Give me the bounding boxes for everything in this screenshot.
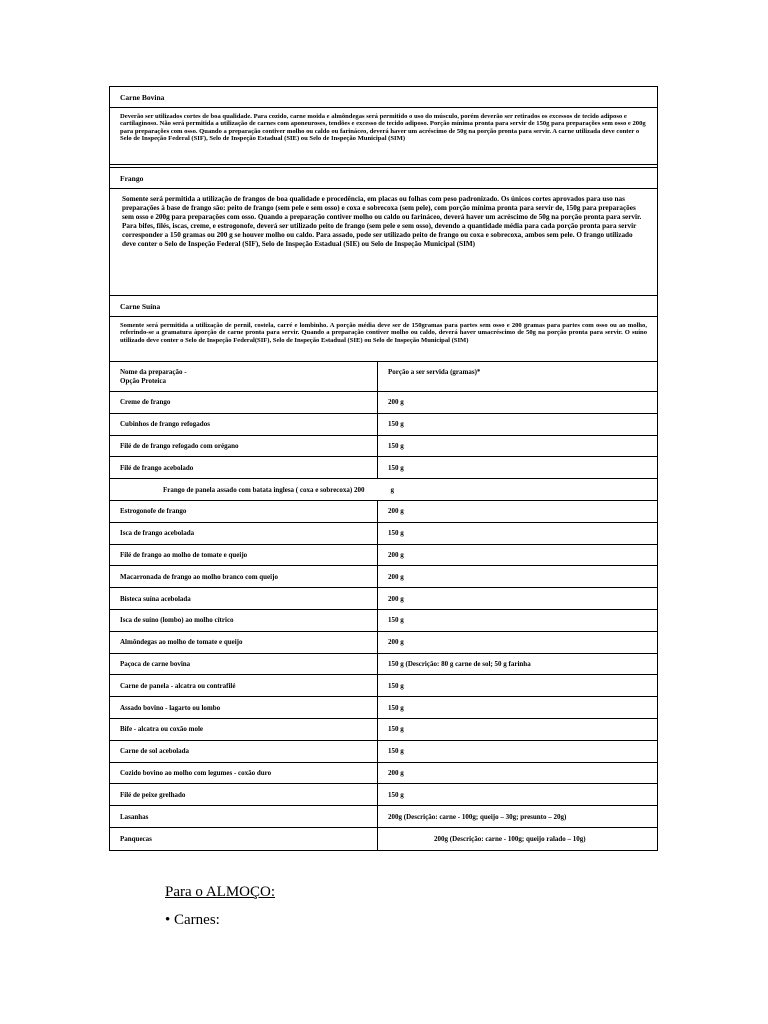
portion-value: 200 g [388,398,404,407]
preparation-name: Bife - alcatra ou coxão mole [110,719,378,740]
section-body-frango [110,189,657,296]
carne-bovina-text: Deverão ser utilizados cortes de boa qualidade. Para cozido, carne moida e almôndegas será permitido o uso do músculo, porém deverão ser retirados os excessos de tecido adiposo e cartilaginoso. Não será permitida a utilização de carnes com aponeuroses, tendões e excesso de tecido adiposo. Porção mínima pronta para servir de 150g para preparações sem osso e 200g para preparações com osso. Quando a preparação contiver molho ou caldo ou farináceo, deverá haver um acréscimo de 50g na porção pronta para servir. A carne utilizada deve conter o Selo de Inspeção Federal (SIF), Selo de Inspeção Estadual (SIE) ou Selo de Inspeção Municipal (SIM) [120,113,646,143]
portion-value: 150 g [388,747,404,756]
preparation-name: Almôndegas ao molho de tomate e queijo [110,632,378,653]
preparation-name: Filé de frango acebolado [110,457,378,478]
portion-value: 200g (Descrição: carne - 100g; queijo ralado – 10g) [434,834,586,843]
section-body-carne-suina [110,317,657,362]
section-title-frango: Frango [110,168,657,189]
table-row [110,457,657,479]
preparation-name: Filé de peixe grelhado [110,784,378,805]
preparation-name: Lasanhas [110,806,378,827]
portions-table [109,86,658,851]
preparation-name: Estrogonofe de frango [110,501,378,522]
portion-value: 200g (Descrição: carne - 100g; queijo – 30g; presunto – 20g) [388,812,567,821]
table-row [110,632,657,654]
portion-value: 150 g [388,725,404,734]
table-row [110,479,657,501]
preparation-name: Isca de frango acebolada [110,523,378,544]
table-row [110,501,657,523]
portion-value: 200 g [388,768,404,777]
table-row [110,436,657,458]
portion-value: 200 g [388,594,404,603]
lunch-title: Para o ALMOÇO: [165,884,275,900]
meats-bullet: • Carnes: [165,912,220,928]
table-row [110,719,657,741]
header-name-line2: Opção Proteica [120,377,166,385]
portion-value: 150 g [388,790,404,799]
portion-value: g [390,485,394,494]
portion-value: 200 g [388,572,404,581]
table-row [110,697,657,719]
table-row [110,566,657,588]
table-row [110,654,657,676]
after-table-section [165,883,275,929]
portion-value: 150 g [388,616,404,625]
table-row [110,828,657,850]
preparation-name: Panquecas [110,828,378,850]
table-row [110,741,657,763]
table-row [110,414,657,436]
preparation-name: Carne de sol acebolada [110,741,378,762]
preparation-name: Cubinhos de frango refogados [110,414,378,435]
carne-suina-text: Somente será permitida a utilização de pernil, costela, carré e lombinho. A porção média deve ser de 150gramas para partes sem osso e 200 gramas para partes com osso ou ao molho, referindo-se a gramatura àporção de carne pronta para servir. Quando a preparação contiver molho ou caldo, deverá haver umacréscimo de 50g na porção pronta para servir. O suíno utilizado deve conter o Selo de Inspeção Federal(SIF), Selo de Inspeção Estadual (SIE) ou Selo de Inspeção Municipal (SIM) [120,322,647,344]
table-row [110,588,657,610]
preparation-name: Creme de frango [110,392,378,413]
preparation-name: Bisteca suína acebolada [110,588,378,609]
table-body [110,392,657,850]
preparation-name: Macarronada de frango ao molho branco com queijo [110,566,378,587]
preparation-name: Carne de panela - alcatra ou contrafilé [110,675,378,696]
portion-value: 150 g [388,703,404,712]
preparation-name: Filé de frango ao molho de tomate e queijo [110,545,378,566]
table-row [110,784,657,806]
section-title-carne-suina: Carne Suína [110,296,657,317]
section-body-carne-bovina [110,108,657,165]
merged-cell [110,479,657,500]
portion-value: 150 g [388,420,404,429]
table-row [110,763,657,785]
table-row [110,806,657,828]
portion-value: 200 g [388,638,404,647]
table-row [110,675,657,697]
portion-value: 150 g [388,463,404,472]
portion-value: 150 g [388,529,404,538]
header-name-cell [110,362,378,391]
frango-text: Somente será permitida a utilização de frangos de boa qualidade e procedência, em placas ou folhas com peso padronizado. Os únicos cortes aprovados para uso nas preparações à base de frango são: peito de frango (sem pele e sem osso) e coxa e sobrecoxa (sem pele), com porção mínima pronta para servir de, 150g para preparações sem osso e 200g para preparações com osso. Quando a preparação contiver molho ou caldo ou farináceo, deverá haver um acréscimo de 50g na porção pronta para servir. Para bifes, filés, iscas, creme, e estrogonofe, deverá ser utilizado peito de frango (sem pele e sem osso), devendo a quantidade média para cada porção pronta para servir corresponder a 150 gramas ou 200 g se houver molho ou caldo. Para assado, pode ser utilizado peito de frango ou coxa e sobrecoxa, ambos sem pele. O frango utilizado deve conter o Selo de Inspeção Federal (SIF), Selo de Inspeção Estadual (SIE) ou Selo de Inspeção Municipal (SIM) [122,195,642,248]
preparation-name: Cozido bovino ao molho com legumes - coxão duro [110,763,378,784]
table-header-row [110,362,657,392]
table-row [110,523,657,545]
portion-value: 150 g (Descrição: 80 g carne de sol; 50 g farinha [388,659,531,668]
portion-value: 200 g [388,550,404,559]
header-portion-cell: Porção a ser servida (gramas)* [388,368,481,376]
preparation-name: Paçoca de carne bovina [110,654,378,675]
table-row [110,545,657,567]
portion-value: 150 g [388,681,404,690]
section-title-carne-bovina: Carne Bovina [110,87,657,108]
table-row [110,610,657,632]
preparation-name: Frango de panela assado com batata inglesa ( coxa e sobrecoxa) 200 [163,485,365,494]
preparation-name: Isca de suíno (lombo) ao molho cítrico [110,610,378,631]
portion-value: 150 g [388,441,404,450]
preparation-name: Filé de de frango refogado com orégano [110,436,378,457]
header-name-line1: Nome da preparação - [120,368,187,376]
preparation-name: Assado bovino - lagarto ou lombo [110,697,378,718]
portion-value: 200 g [388,507,404,516]
table-row [110,392,657,414]
